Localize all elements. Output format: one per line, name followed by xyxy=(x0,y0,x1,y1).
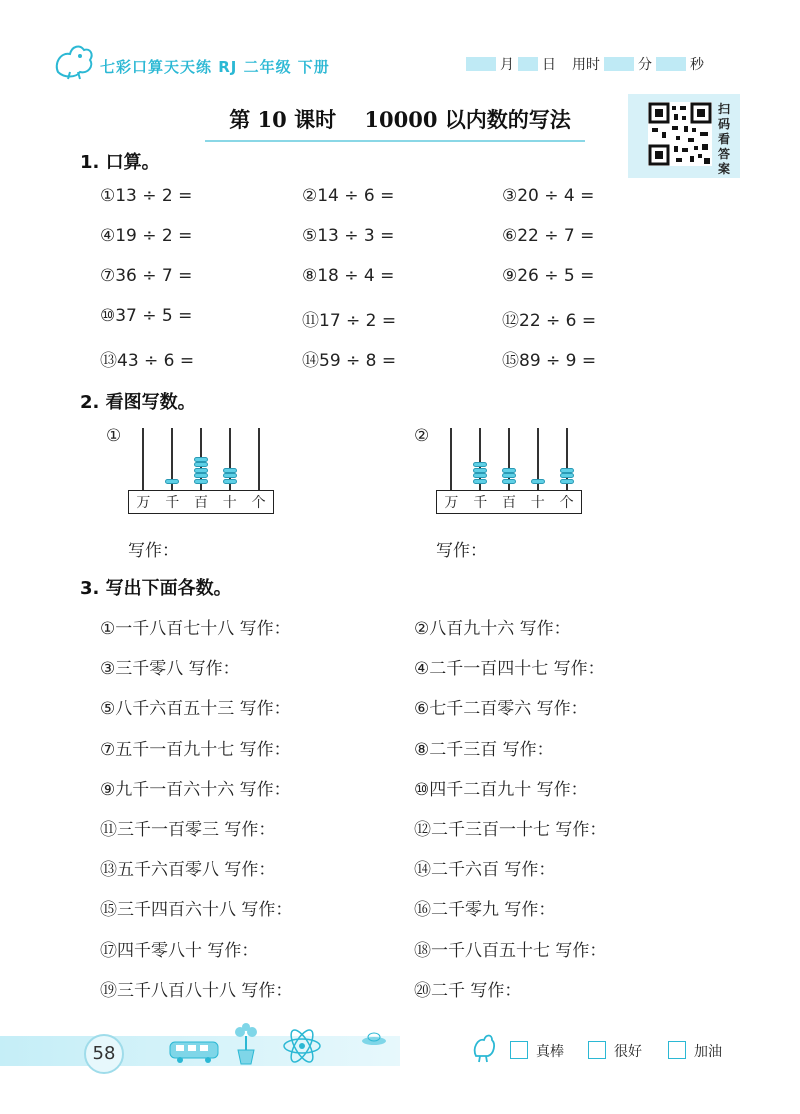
write-number-item: ③三千零八 写作： xyxy=(100,659,240,680)
abacus-bead xyxy=(194,457,208,462)
write-number-item: ⑲三千八百八十八 写作： xyxy=(100,980,293,1001)
mental-math-item: ⑦36 ÷ 7 = xyxy=(100,266,193,286)
mental-math-item: ⑤13 ÷ 3 = xyxy=(302,226,395,246)
abacus-bead xyxy=(223,479,237,484)
mental-math-item: ⑪17 ÷ 2 = xyxy=(302,311,397,331)
write-number-item: ⑬五千六百零八 写作： xyxy=(100,860,276,881)
write-number-item: ⑥七千二百零六 写作： xyxy=(414,699,588,720)
rating-label: 加油 xyxy=(694,1044,722,1060)
place-label: 千 xyxy=(473,495,488,511)
plant-icon xyxy=(226,1022,266,1066)
second-blank[interactable] xyxy=(656,57,686,71)
mental-math-item: ⑨26 ÷ 5 = xyxy=(502,266,595,286)
place-label: 十 xyxy=(222,495,237,511)
write-number-item: ②八百九十六 写作： xyxy=(414,619,571,639)
mental-math-item: ⑧18 ÷ 4 = xyxy=(302,266,395,286)
atom-icon xyxy=(280,1024,324,1068)
abacus-rod xyxy=(142,428,144,490)
place-label: 十 xyxy=(530,495,545,511)
abacus-bead xyxy=(194,462,208,467)
write-number-item: ⑰四千零八十 写作： xyxy=(100,940,259,961)
section3-heading: 3. 写出下面各数。 xyxy=(80,578,232,599)
qr-label: 扫码看答案 xyxy=(718,102,731,176)
write-number-item: ①一千八百七十八 写作： xyxy=(100,619,291,639)
abacus-bead xyxy=(194,479,208,484)
abacus-bead xyxy=(473,468,487,473)
rating-checkbox[interactable] xyxy=(588,1041,606,1059)
month-label: 月 xyxy=(500,57,514,73)
abacus-bead xyxy=(560,473,574,478)
write-number-item: ⑧二千三百 写作： xyxy=(414,739,554,760)
ufo-icon xyxy=(360,1030,388,1048)
rating-label: 很好 xyxy=(614,1044,642,1060)
mental-math-item: ⑥22 ÷ 7 = xyxy=(502,226,595,246)
abacus-bead xyxy=(560,468,574,473)
section2-heading: 2. 看图写数。 xyxy=(80,392,196,413)
abacus-label: ② xyxy=(414,426,430,446)
abacus-bead xyxy=(473,479,487,484)
place-label: 百 xyxy=(501,495,516,511)
date-time-row xyxy=(462,55,704,73)
write-number-item: ⑤八千六百五十三 写作： xyxy=(100,699,291,720)
mental-math-item: ①13 ÷ 2 = xyxy=(100,186,193,206)
bus-icon xyxy=(168,1038,220,1064)
minute-label: 分 xyxy=(638,57,652,73)
section1-heading: 1. 口算。 xyxy=(80,152,160,173)
mental-math-item: ④19 ÷ 2 = xyxy=(100,226,193,246)
abacus-bead xyxy=(194,468,208,473)
write-number-item: ⑫二千三百一十七 写作： xyxy=(414,820,607,840)
mental-math-item: ⑬43 ÷ 6 = xyxy=(100,351,195,371)
abacus-bead xyxy=(473,462,487,467)
lesson-title: 第 10 课时 10000 以内数的写法 xyxy=(229,107,571,132)
place-label: 千 xyxy=(165,495,180,511)
rooster-logo-icon xyxy=(50,42,98,80)
abacus-bead xyxy=(194,473,208,478)
day-label: 日 xyxy=(542,57,556,73)
rooster-mascot-icon xyxy=(470,1030,498,1064)
abacus-bead xyxy=(502,468,516,473)
mental-math-item: ⑩37 ÷ 5 = xyxy=(100,306,193,326)
minute-blank[interactable] xyxy=(604,57,634,71)
mental-math-item: ⑫22 ÷ 6 = xyxy=(502,311,597,331)
place-label: 个 xyxy=(559,495,574,511)
write-answer-label: 写作： xyxy=(128,541,179,561)
abacus-frame xyxy=(436,490,582,514)
series-title: 七彩口算天天练 RJ 二年级 下册 xyxy=(100,58,330,76)
place-label: 个 xyxy=(251,495,266,511)
mental-math-item: ②14 ÷ 6 = xyxy=(302,186,395,206)
abacus-bead xyxy=(223,468,237,473)
write-number-item: ⑩四千二百九十 写作： xyxy=(414,779,588,800)
abacus-frame xyxy=(128,490,274,514)
abacus-bead xyxy=(473,473,487,478)
rating-label: 真棒 xyxy=(536,1044,564,1060)
place-label: 万 xyxy=(444,495,459,511)
abacus-bead xyxy=(502,473,516,478)
title-underline xyxy=(205,140,585,142)
abacus-bead xyxy=(560,479,574,484)
qr-code-icon[interactable] xyxy=(648,102,712,166)
abacus-rod xyxy=(450,428,452,490)
abacus-label: ① xyxy=(106,426,122,446)
month-blank[interactable] xyxy=(466,57,496,71)
place-label: 万 xyxy=(136,495,151,511)
mental-math-item: ⑭59 ÷ 8 = xyxy=(302,351,397,371)
write-number-item: ④二千一百四十七 写作： xyxy=(414,659,605,680)
rating-checkbox[interactable] xyxy=(510,1041,528,1059)
place-label: 百 xyxy=(193,495,208,511)
write-number-item: ⑭二千六百 写作： xyxy=(414,860,556,881)
write-number-item: ⑪三千一百零三 写作： xyxy=(100,820,276,840)
write-number-item: ⑮三千四百六十八 写作： xyxy=(100,900,293,921)
abacus-bead xyxy=(531,479,545,484)
day-blank[interactable] xyxy=(518,57,538,71)
rating-checkbox[interactable] xyxy=(668,1041,686,1059)
second-label: 秒 xyxy=(690,57,704,73)
abacus-bead xyxy=(223,473,237,478)
page-number: 58 xyxy=(84,1034,124,1074)
write-number-item: ⑦五千一百九十七 写作： xyxy=(100,739,291,760)
write-number-item: ⑨九千一百六十六 写作： xyxy=(100,779,291,800)
abacus-bead xyxy=(165,479,179,484)
abacus-bead xyxy=(502,479,516,484)
write-number-item: ⑳二千 写作： xyxy=(414,980,522,1001)
abacus-rod xyxy=(258,428,260,490)
write-answer-label: 写作： xyxy=(436,541,487,561)
write-number-item: ⑱一千八百五十七 写作： xyxy=(414,940,607,961)
write-number-item: ⑯二千零九 写作： xyxy=(414,900,556,921)
mental-math-item: ③20 ÷ 4 = xyxy=(502,186,595,206)
mental-math-item: ⑮89 ÷ 9 = xyxy=(502,351,597,371)
time-used-label: 用时 xyxy=(572,57,600,73)
